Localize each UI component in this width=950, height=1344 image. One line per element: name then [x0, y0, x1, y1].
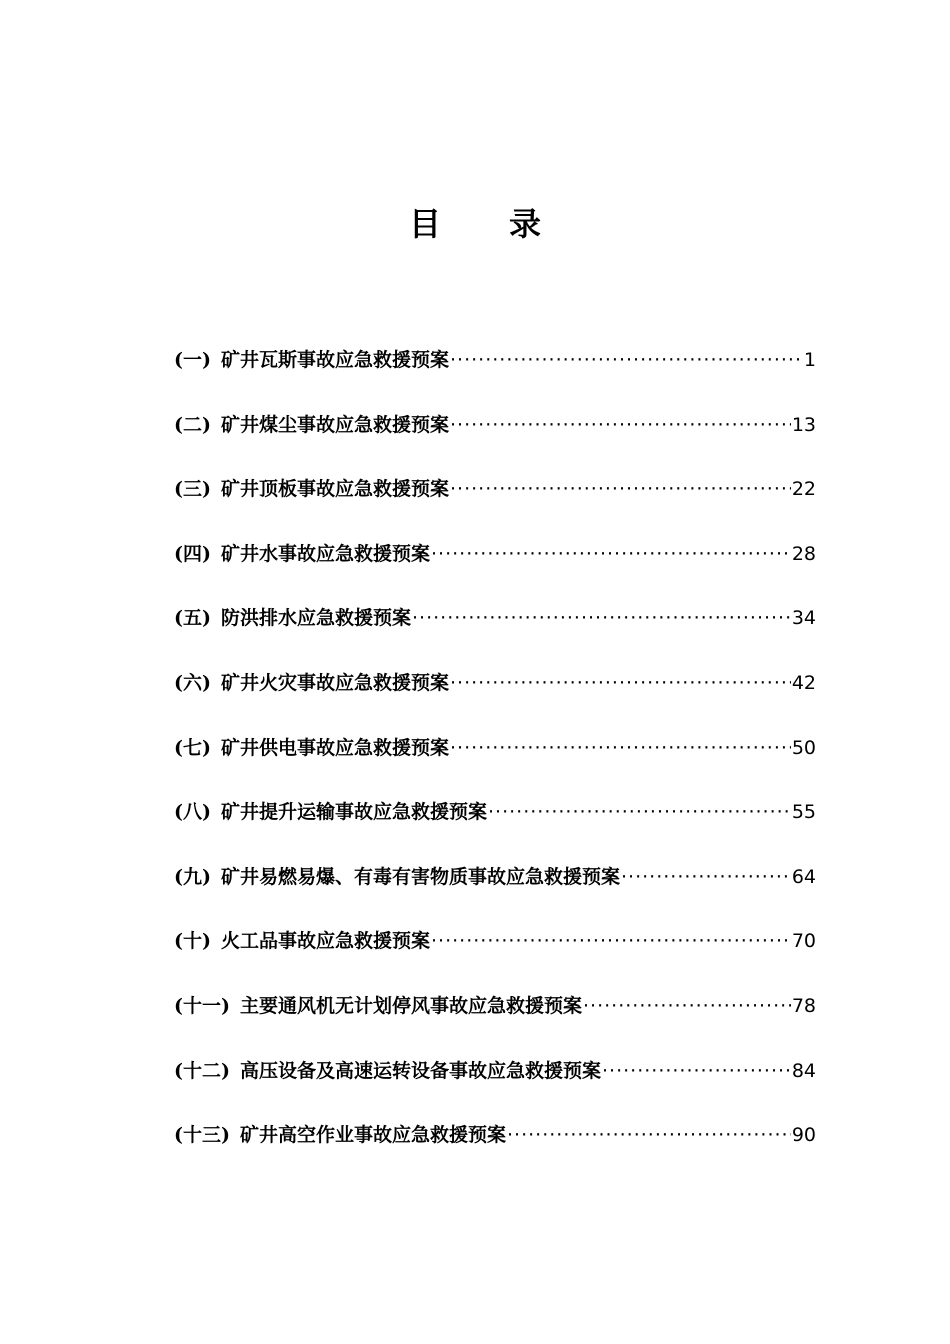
toc-dot-leader	[488, 792, 791, 832]
toc-entry-page: 13	[791, 413, 816, 436]
toc-dot-leader	[450, 728, 791, 768]
toc-entry[interactable]	[174, 986, 816, 1051]
toc-entry-page: 55	[791, 801, 816, 824]
toc-entry-number: (一)	[174, 349, 211, 371]
toc-entry-title: 矿井高空作业事故应急救援预案	[239, 1124, 506, 1147]
toc-entry-title: 矿井火灾事故应急救援预案	[220, 671, 449, 694]
toc-dot-leader	[412, 598, 791, 638]
toc-entry-title: 火工品事故应急救援预案	[220, 930, 430, 953]
toc-entry[interactable]	[174, 340, 816, 405]
toc-entry[interactable]	[174, 534, 816, 599]
toc-entry-number: (七)	[174, 736, 211, 759]
toc-entry-number: (十三)	[174, 1124, 230, 1147]
toc-entry-page: 34	[791, 607, 816, 630]
toc-entry[interactable]	[174, 857, 816, 922]
toc-entry[interactable]	[174, 598, 816, 663]
toc-dot-leader	[450, 663, 791, 703]
toc-dot-leader	[450, 340, 803, 380]
toc-entry-number: (六)	[174, 671, 211, 694]
page-title-char-1: 目	[408, 205, 441, 243]
toc-entry-page: 64	[791, 865, 816, 888]
toc-dot-leader	[602, 1051, 791, 1091]
toc-entry[interactable]	[174, 792, 816, 857]
toc-dot-leader	[450, 405, 791, 445]
toc-entry-page: 42	[791, 671, 816, 694]
toc-entry-title: 矿井供电事故应急救援预案	[220, 736, 449, 759]
toc-entry-title: 矿井顶板事故应急救援预案	[220, 478, 449, 501]
toc-entry-title: 矿井水事故应急救援预案	[220, 542, 430, 565]
toc-dot-leader	[621, 857, 791, 897]
toc-entry[interactable]	[174, 469, 816, 534]
toc-entry-title: 防洪排水应急救援预案	[220, 607, 411, 630]
toc-entry[interactable]	[174, 405, 816, 470]
toc-entry-title: 主要通风机无计划停风事故应急救援预案	[239, 994, 582, 1017]
toc-entry[interactable]	[174, 921, 816, 986]
toc-entry-page: 78	[791, 994, 816, 1017]
toc-dot-leader	[450, 469, 791, 509]
toc-entry-number: (九)	[174, 865, 211, 888]
toc-dot-leader	[431, 921, 791, 961]
table-of-contents	[174, 340, 816, 1180]
toc-dot-leader	[507, 1115, 791, 1155]
toc-dot-leader	[431, 534, 791, 574]
toc-entry-number: (十)	[174, 930, 211, 953]
page-title-char-2: 录	[509, 205, 542, 243]
toc-entry-title: 高压设备及高速运转设备事故应急救援预案	[239, 1059, 601, 1082]
toc-entry-title: 矿井煤尘事故应急救援预案	[220, 413, 449, 436]
toc-entry-page: 90	[791, 1124, 816, 1147]
toc-entry-page: 70	[791, 930, 816, 953]
toc-entry-page: 84	[791, 1059, 816, 1082]
toc-entry-number: (十一)	[174, 994, 230, 1017]
toc-entry-page: 28	[791, 542, 816, 565]
page-title	[0, 200, 950, 248]
toc-dot-leader	[583, 986, 791, 1026]
toc-entry-title: 矿井易燃易爆、有毒有害物质事故应急救援预案	[220, 865, 620, 888]
toc-entry-title: 矿井瓦斯事故应急救援预案	[220, 349, 449, 371]
toc-entry-page: 50	[791, 736, 816, 759]
toc-entry-number: (二)	[174, 413, 211, 436]
toc-entry-number: (五)	[174, 607, 211, 630]
toc-entry-title: 矿井提升运输事故应急救援预案	[220, 801, 487, 824]
toc-entry-number: (四)	[174, 542, 211, 565]
toc-entry[interactable]	[174, 663, 816, 728]
toc-entry-number: (十二)	[174, 1059, 230, 1082]
toc-entry[interactable]	[174, 728, 816, 793]
toc-entry[interactable]	[174, 1115, 816, 1180]
toc-entry[interactable]	[174, 1051, 816, 1116]
toc-entry-number: (八)	[174, 801, 211, 824]
toc-entry-page: 22	[791, 478, 816, 501]
toc-entry-page: 1	[803, 349, 816, 371]
toc-entry-number: (三)	[174, 478, 211, 501]
